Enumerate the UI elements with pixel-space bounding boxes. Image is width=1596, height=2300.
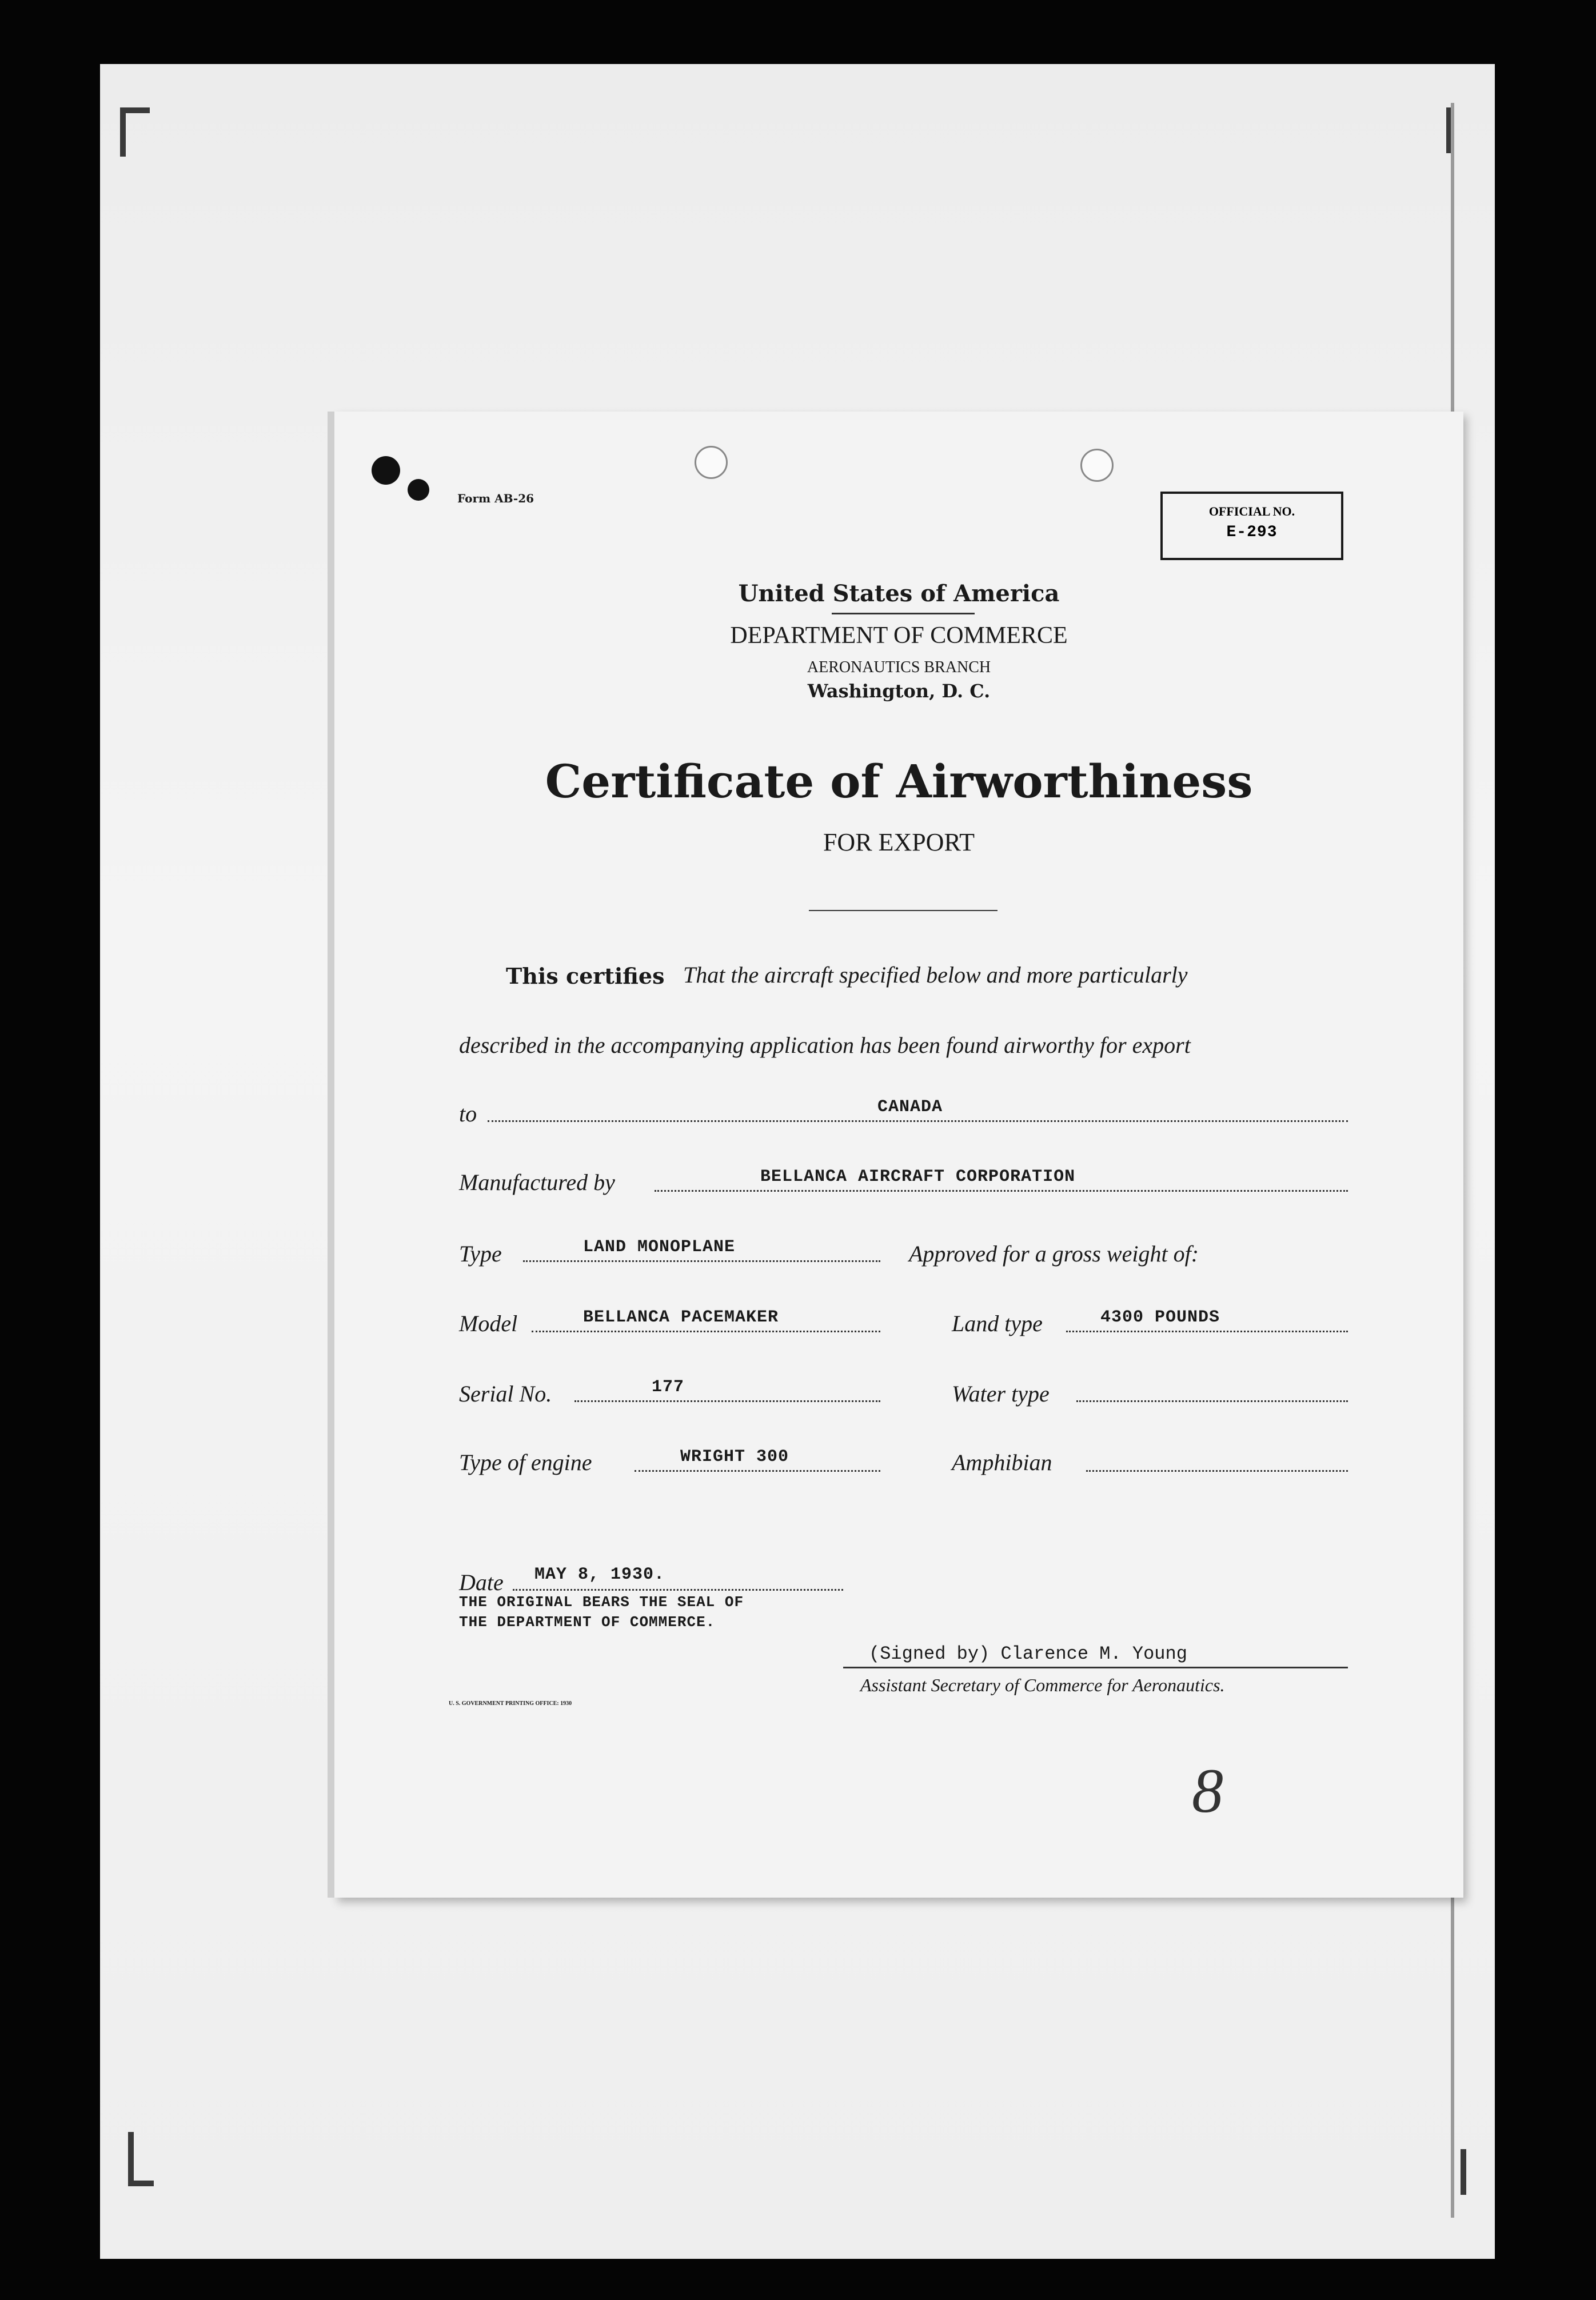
to-value: CANADA bbox=[877, 1097, 943, 1117]
crop-mark-bottom-left bbox=[128, 2132, 134, 2186]
date-label: Date bbox=[459, 1570, 504, 1595]
crop-mark-top-left bbox=[120, 107, 126, 157]
engine-label: Type of engine bbox=[459, 1450, 592, 1475]
certificate-sheet bbox=[334, 412, 1463, 1898]
crop-mark-top-left-h bbox=[120, 107, 150, 113]
country-heading: United States of America bbox=[738, 580, 1060, 607]
crop-mark-bottom-right bbox=[1461, 2149, 1466, 2195]
land-type-line bbox=[1066, 1331, 1348, 1332]
model-value: BELLANCA PACEMAKER bbox=[583, 1308, 779, 1327]
signed-by: (Signed by) Clarence M. Young bbox=[869, 1643, 1187, 1664]
printer-imprint: U. S. GOVERNMENT PRINTING OFFICE: 1930 bbox=[449, 1700, 572, 1707]
water-type-line bbox=[1076, 1400, 1348, 1402]
form-number: Form AB-26 bbox=[457, 492, 534, 505]
type-line bbox=[523, 1260, 880, 1262]
to-label: to bbox=[459, 1101, 477, 1127]
branch-heading: AERONAUTICS BRANCH bbox=[807, 658, 991, 676]
land-type-label: Land type bbox=[952, 1311, 1043, 1336]
manufacturer-line bbox=[655, 1190, 1348, 1192]
department-heading: DEPARTMENT OF COMMERCE bbox=[730, 622, 1068, 649]
handwritten-page-mark: 8 bbox=[1192, 1756, 1223, 1826]
header-rule bbox=[832, 613, 975, 614]
certificate-title: Certificate of Airworthiness bbox=[545, 754, 1253, 808]
model-line bbox=[532, 1331, 880, 1332]
amphibian-line bbox=[1086, 1470, 1348, 1472]
certificate-subtitle: FOR EXPORT bbox=[823, 828, 975, 856]
punch-hole bbox=[408, 479, 429, 501]
signer-title: Assistant Secretary of Commerce for Aeronautics. bbox=[860, 1675, 1225, 1695]
intro-line-1: That the aircraft specified below and more particularly bbox=[683, 962, 1188, 988]
seal-note-line-1: THE ORIGINAL BEARS THE SEAL OF bbox=[459, 1594, 744, 1611]
intro-line-2: described in the accompanying application has been found airworthy for export bbox=[459, 1032, 1191, 1058]
manufacturer-value: BELLANCA AIRCRAFT CORPORATION bbox=[760, 1167, 1076, 1187]
serial-label: Serial No. bbox=[459, 1381, 552, 1407]
approved-heading: Approved for a gross weight of: bbox=[909, 1241, 1199, 1267]
engine-value: WRIGHT 300 bbox=[680, 1447, 789, 1467]
intro-lead: This certifies bbox=[506, 963, 665, 989]
official-number-value: E-293 bbox=[1226, 524, 1278, 541]
serial-line bbox=[574, 1400, 880, 1402]
serial-value: 177 bbox=[652, 1377, 685, 1397]
amphibian-label: Amphibian bbox=[952, 1450, 1052, 1475]
model-label: Model bbox=[459, 1311, 518, 1336]
water-type-label: Water type bbox=[952, 1381, 1050, 1407]
official-number-box bbox=[1160, 492, 1343, 560]
type-label: Type bbox=[459, 1241, 502, 1267]
official-number-label: OFFICIAL NO. bbox=[1208, 504, 1295, 518]
title-rule bbox=[809, 910, 998, 911]
punch-hole bbox=[695, 446, 728, 479]
date-value: MAY 8, 1930. bbox=[534, 1565, 665, 1584]
engine-line bbox=[635, 1470, 880, 1472]
date-line bbox=[513, 1589, 843, 1591]
punch-hole bbox=[1080, 449, 1114, 482]
type-value: LAND MONOPLANE bbox=[583, 1237, 736, 1257]
punch-hole bbox=[372, 456, 400, 485]
city-heading: Washington, D. C. bbox=[807, 680, 991, 702]
to-line bbox=[488, 1120, 1348, 1122]
signature-rule bbox=[843, 1667, 1348, 1668]
manufacturer-label: Manufactured by bbox=[459, 1169, 615, 1195]
land-type-value: 4300 POUNDS bbox=[1100, 1308, 1220, 1327]
seal-note-line-2: THE DEPARTMENT OF COMMERCE. bbox=[459, 1614, 716, 1631]
crop-mark-bottom-left-h bbox=[128, 2181, 154, 2186]
